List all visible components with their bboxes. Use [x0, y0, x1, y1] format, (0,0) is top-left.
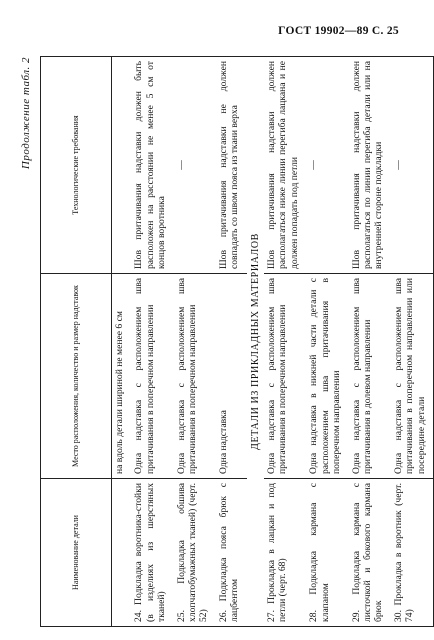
cell-place: на вдоль детали шириной не менее 6 см — [112, 274, 132, 479]
cell-name: 28. Подкладка кармана с клапаном — [306, 479, 348, 627]
cell-requirements: — — [391, 57, 434, 274]
cell-requirements: Шов притачивания надставки должен быть расположен на расстоянии не менее 5 см от концов воротника — [131, 57, 173, 274]
cell-requirements — [112, 57, 132, 274]
cell-name: 29. Подкладка кармана с листочкой и бокового кармана брюк — [349, 479, 391, 627]
cell-name: 30. Прокладка в воротник (черт. 74) — [391, 479, 434, 627]
page-header: ГОСТ 19902—89 С. 25 — [278, 25, 399, 37]
cell-name: 27. Прокладка в лацкан и под петли (черт. 68) — [264, 479, 306, 627]
table-row — [131, 57, 173, 627]
cell-requirements: Шов притачивания надставки должен располагаться по линии перегиба детали или на внутренней стороне подкладки — [349, 57, 391, 274]
rotated-table-page — [20, 57, 427, 627]
section-title: ДЕТАЛИ ИЗ ПРИКЛАДНЫХ МАТЕРИАЛОВ — [247, 57, 264, 627]
requirements-table — [40, 56, 434, 627]
cell-requirements: Шов притачивания надставки должен располагаться ниже линии перегиба лацкана и не должен попадать под петли — [264, 57, 306, 274]
cell-place: Одна надставка в нижней части детали с расположением шва притачивания в поперечном направлении — [306, 274, 348, 479]
cell-place: Одна надставка с расположением шва притачивания в поперечном направлении — [264, 274, 306, 479]
table-row — [174, 57, 216, 627]
table-row — [264, 57, 306, 627]
cell-requirements: — — [306, 57, 348, 274]
cell-name: 24. Подкладка воротника-стойки (в изделиях из шерстяных тканей) — [131, 479, 173, 627]
table-row — [349, 57, 391, 627]
section-row — [247, 57, 264, 627]
cell-place: Одна надставка с расположением шва притачивания в поперечном направлении или посередине детали — [391, 274, 434, 479]
column-header-name: Наименование детали — [41, 479, 112, 627]
cell-place: Одна надставка с расположением шва притачивания в поперечном направлении — [131, 274, 173, 479]
cell-place: Одна надставка с расположением шва притачивания в долевом направлении — [349, 274, 391, 479]
column-header-requirements: Технологические требования — [41, 57, 112, 274]
cell-name — [112, 479, 132, 627]
table-row — [112, 57, 132, 627]
table-row — [306, 57, 348, 627]
column-header-place: Место расположения, количество и размер надставок — [41, 274, 112, 479]
cell-requirements: — — [174, 57, 216, 274]
table-continuation-label: Продолжение табл. 2 — [20, 57, 32, 170]
table-row — [216, 57, 247, 627]
cell-place: Одна надставка с расположением шва притачивания в поперечном направлении — [174, 274, 216, 479]
cell-name: 26. Подкладка пояса брюк с лацбентом — [216, 479, 247, 627]
table-row — [391, 57, 434, 627]
cell-name: 25. Подкладка обшива хлопчатобумажных тканей) (черт. 52) — [174, 479, 216, 627]
cell-requirements: Шов притачивания надставки не должен совпадать со швом пояса из ткани верха — [216, 57, 247, 274]
table-header-row — [41, 57, 112, 627]
cell-place: Одна надставка — [216, 274, 247, 479]
